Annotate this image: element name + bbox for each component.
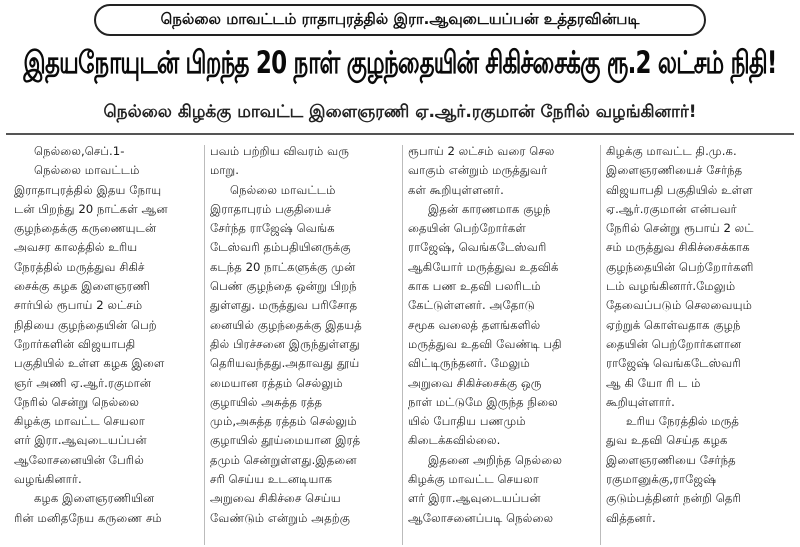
- body-text-line: நெல்லை மாவட்டம்: [230, 182, 336, 197]
- body-text-line: அவசர காலத்தில் உரிய: [14, 240, 138, 255]
- body-text-line: பெண் குழந்தை ஒன்று பிறந்: [210, 279, 357, 294]
- body-text-line: நேரில் சென்று நெல்லை: [14, 394, 140, 409]
- body-text-line: தில் பிரச்சனை இருந்துள்ளது: [210, 336, 360, 351]
- body-text-line: கடந்த 20 நாட்களுக்கு முன்: [210, 259, 356, 274]
- body-text-line: தையின் பெற்றோர்களான: [606, 336, 742, 351]
- body-text-line: உரிய நேரத்தில் மருத்: [626, 414, 740, 429]
- body-text-line: றோர்களின் விஜயாபதி: [14, 336, 136, 351]
- body-text-line: தெரியவந்தது.அதாவது தூய்: [210, 356, 360, 371]
- body-text-line: ரகுமானுக்கு,ராஜேஷ்: [606, 472, 717, 487]
- body-text-line: ராஜேஷ், வெங்கடேஸ்வரி: [408, 240, 547, 255]
- body-text-line: சமூக வலைத் தளங்களில்: [408, 317, 541, 332]
- body-text-line: னையில் குழந்தைக்கு இதயத்: [210, 317, 362, 332]
- body-text-line: இளைஞரணியை சேர்ந்த: [606, 452, 736, 467]
- body-text-line: சார்பில் ரூபாய் 2 லட்சம்: [14, 298, 143, 313]
- body-text-line: மையான ரத்தம் செல்லும்: [210, 375, 343, 390]
- body-text-line: துள்ளது. மருத்துவ பரிசோத: [210, 298, 358, 313]
- body-text-line: வேண்டும் என்றும் அதற்கு: [210, 510, 351, 525]
- body-text-line: மாறு.: [210, 163, 239, 178]
- body-column-1: [14, 142, 200, 547]
- article-body: [0, 142, 800, 547]
- body-text-line: குடும்பத்தினர் நன்றி தெரி: [606, 491, 741, 506]
- body-text-line: ஆகியோர் மருத்துவ உதவிக்: [408, 259, 559, 274]
- body-text-line: மருத்துவ உதவி வேண்டி பதி: [408, 336, 562, 351]
- body-text-line: ரின் மனிதநேய கருணை சம்: [14, 510, 162, 525]
- body-text-line: இதனை அறிந்த நெல்லை: [428, 452, 563, 467]
- body-text-line: வழங்கினார்.: [14, 472, 82, 487]
- body-text-line: தையின் பெற்றோர்கள்: [408, 221, 526, 236]
- body-text-line: ஏற்றுக் கொள்வதாக குழந்: [606, 317, 741, 332]
- body-text-line: கள் கூறியுள்ளனர்.: [408, 182, 504, 197]
- body-text-line: இராதாபுரத்தில் இதய நோயு: [14, 182, 162, 197]
- body-text-line: துவ உதவி செய்த கழக: [606, 433, 728, 448]
- body-text-line: நிதியை குழந்தையின் பெற்: [14, 317, 157, 332]
- body-text-line: சரி செய்ய உடனடியாக: [210, 472, 333, 487]
- body-text-line: தேவைப்படும் செலவையும்: [606, 298, 753, 313]
- body-column-2: [210, 142, 398, 547]
- body-text-line: ஆலோசனையின் பேரில்: [14, 452, 144, 467]
- body-text-line: இராதாபுரம் பகுதியைச்: [210, 201, 332, 216]
- body-text-line: கிழக்கு மாவட்ட செயலா: [408, 472, 539, 487]
- body-column-3: [408, 142, 596, 547]
- body-text-line: விட்டிருந்தனர். மேலும்: [408, 356, 530, 371]
- body-text-line: ஞர் அணி ஏ.ஆர்.ரகுமான்: [14, 375, 152, 390]
- body-text-line: கேட்டுள்ளனர். அதோடு: [408, 298, 535, 313]
- body-text-line: குழாயில் அசுத்த ரத்த: [210, 394, 323, 409]
- body-text-line: தமும் சென்றுள்ளது.இதனை: [210, 452, 357, 467]
- body-text-line: நெல்லை,செப்.1-: [34, 144, 125, 158]
- article-subheadline: நெல்லை கிழக்கு மாவட்ட இளைஞரணி ஏ.ஆர்.ரகுமான் நேரில் வழங்கினார்!: [103, 102, 697, 122]
- body-text-line: யில் போதிய பணமும்: [408, 414, 526, 429]
- body-text-line: காக பண உதவி பலரிடம்: [408, 279, 541, 294]
- body-text-line: சம் மருத்துவ சிகிச்சைக்காக: [606, 240, 750, 255]
- article-kicker: நெல்லை மாவட்டம் ராதாபுரத்தில் இரா.ஆவுடையப்பன் உத்தரவின்படி: [94, 4, 706, 36]
- body-text-line: அறுவை சிகிச்சைக்கு ஒரு: [408, 375, 542, 390]
- body-text-line: வித்தனர்.: [606, 510, 656, 525]
- body-text-line: கழக இளைஞரணியின: [34, 491, 155, 506]
- body-text-line: கிடைக்கவில்லை.: [408, 433, 501, 448]
- body-text-line: விஜயாபதி பகுதியில் உள்ள: [606, 182, 753, 197]
- body-text-line: இளைஞரணியைச் சேர்ந்த: [606, 163, 743, 178]
- body-text-line: சைக்கு கழக இளைஞரணி: [14, 279, 151, 294]
- body-text-line: ஆ கி யோ ரி ட ம்: [606, 375, 701, 390]
- body-text-line: ஏ.ஆர்.ரகுமான் என்பவர்: [606, 201, 737, 216]
- body-text-line: கூறியுள்ளார்.: [606, 394, 675, 409]
- body-text-line: ளர் இரா.ஆவுடையப்பன்: [408, 491, 541, 506]
- body-text-line: நாள் மட்டுமே இருந்த நிலை: [408, 394, 558, 409]
- body-text-line: கிழக்கு மாவட்ட செயலா: [14, 414, 145, 429]
- body-text-line: நேரில் சென்று ரூபாய் 2 லட்: [606, 221, 754, 236]
- body-text-line: அறுவை சிகிச்சை செய்ய: [210, 491, 341, 506]
- body-text-line: பவம் பற்றிய விவரம் வரு: [210, 144, 350, 158]
- body-text-line: டம் வழங்கினார்.மேலும்: [606, 279, 736, 294]
- article-headline: இதயநோயுடன் பிறந்த 20 நாள் குழந்தையின் சிகிச்சைக்கு ரூ.2 லட்சம் நிதி!: [23, 45, 777, 81]
- body-text-line: குழந்தையின் பெற்றோர்களி: [606, 259, 754, 274]
- body-text-line: டேஸ்வரி தம்பதியினருக்கு: [210, 240, 351, 255]
- body-text-line: இதன் காரணமாக குழந்: [428, 201, 551, 216]
- body-text-line: குழாயில் தூய்மையான இரத்: [210, 433, 361, 448]
- body-text-line: நேரத்தில் மருத்துவ சிகிச்: [14, 259, 145, 274]
- body-text-line: நெல்லை மாவட்டம்: [34, 163, 140, 178]
- body-text-line: ரூபாய் 2 லட்சம் வரை செல: [408, 144, 555, 158]
- body-text-line: பகுதியில் உள்ள கழக இளை: [14, 356, 165, 371]
- body-column-4: [606, 142, 792, 547]
- body-text-line: ராஜேஷ் வெங்கடேஸ்வரி: [606, 356, 741, 371]
- body-text-line: ஆலோசனைப்படி நெல்லை: [408, 510, 554, 525]
- body-text-line: குழந்தைக்கு கருணையுடன்: [14, 221, 157, 236]
- body-text-line: ளர் இரா.ஆவுடையப்பன்: [14, 433, 147, 448]
- body-text-line: சேர்ந்த ராஜேஷ் வெங்க: [210, 221, 335, 236]
- header-divider: [6, 133, 794, 135]
- body-text-line: வாகும் என்றும் மருத்துவர்: [408, 163, 548, 178]
- body-text-line: மும்,அசுத்த ரத்தம் செல்லும்: [210, 414, 357, 429]
- body-text-line: கிழக்கு மாவட்ட தி.மு.க.: [606, 144, 737, 158]
- body-text-line: டன் பிறந்து 20 நாட்கள் ஆன: [14, 201, 168, 216]
